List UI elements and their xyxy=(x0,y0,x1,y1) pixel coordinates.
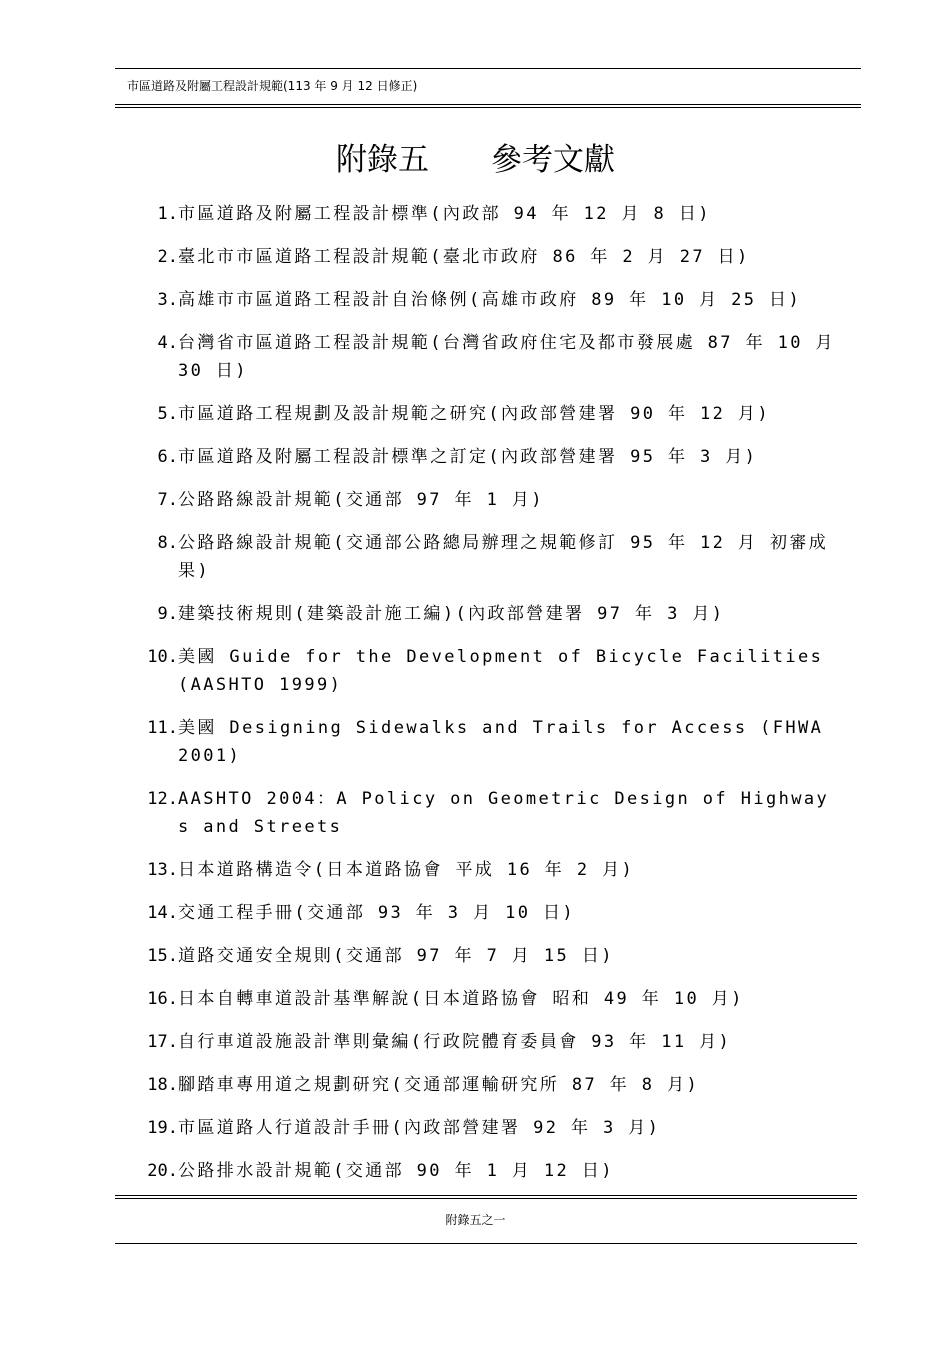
reference-text: 日本道路構造令(日本道路協會 平成 16 年 2 月) xyxy=(178,860,635,880)
reference-number: 9. xyxy=(157,604,178,624)
reference-text: 腳踏車專用道之規劃研究(交通部運輸研究所 87 年 8 月) xyxy=(178,1075,700,1095)
reference-item xyxy=(140,1114,840,1142)
reference-number: 1. xyxy=(157,204,178,224)
reference-item xyxy=(140,1157,840,1185)
reference-text: 市區道路人行道設計手冊(內政部營建署 92 年 3 月) xyxy=(178,1118,661,1138)
reference-item xyxy=(140,1028,840,1056)
reference-number: 2. xyxy=(157,247,178,267)
page-number-label: 附錄五之一 xyxy=(445,1213,506,1227)
reference-number: 12. xyxy=(147,789,178,809)
reference-text: 日本自轉車道設計基準解說(日本道路協會 昭和 49 年 10 月) xyxy=(178,989,744,1009)
reference-item xyxy=(140,856,840,884)
reference-text: 公路路線設計規範(交通部 97 年 1 月) xyxy=(178,490,544,510)
reference-number: 10. xyxy=(147,647,178,667)
reference-text: 美國 Guide for the Development of Bicycle Facilities(AASHTO 1999) xyxy=(178,647,824,695)
reference-number: 17. xyxy=(147,1032,178,1052)
reference-number: 4. xyxy=(157,333,178,353)
reference-item xyxy=(140,329,840,385)
reference-item xyxy=(140,286,840,314)
reference-text: 公路路線設計規範(交通部公路總局辦理之規範修訂 95 年 12 月 初審成果) xyxy=(178,533,829,581)
reference-item xyxy=(140,200,840,228)
reference-number: 6. xyxy=(157,447,178,467)
reference-text: 美國 Designing Sidewalks and Trails for Access (FHWA 2001) xyxy=(178,718,824,766)
reference-text: 高雄市市區道路工程設計自治條例(高雄市政府 89 年 10 月 25 日) xyxy=(178,290,802,310)
reference-number: 19. xyxy=(147,1118,178,1138)
footer-rule xyxy=(115,1243,857,1244)
reference-item xyxy=(140,643,840,699)
running-header: 市區道路及附屬工程設計規範(113 年 9 月 12 日修正) xyxy=(127,79,418,93)
reference-text: 市區道路及附屬工程設計標準(內政部 94 年 12 月 8 日) xyxy=(178,204,711,224)
reference-number: 3. xyxy=(157,290,178,310)
reference-number: 14. xyxy=(147,903,178,923)
footer-double-rule xyxy=(115,1195,857,1199)
reference-number: 16. xyxy=(147,989,178,1009)
reference-number: 18. xyxy=(147,1075,178,1095)
reference-item xyxy=(140,486,840,514)
reference-number: 20. xyxy=(147,1161,178,1181)
reference-text: 自行車道設施設計準則彙編(行政院體育委員會 93 年 11 月) xyxy=(178,1032,732,1052)
reference-item xyxy=(140,443,840,471)
reference-item xyxy=(140,985,840,1013)
header-double-rule xyxy=(115,104,861,108)
reference-item xyxy=(140,942,840,970)
reference-item xyxy=(140,1071,840,1099)
reference-item xyxy=(140,899,840,927)
reference-text: 建築技術規則(建築設計施工編)(內政部營建署 97 年 3 月) xyxy=(178,604,725,624)
reference-list xyxy=(140,200,840,1200)
reference-number: 5. xyxy=(157,404,178,424)
reference-text: 市區道路及附屬工程設計標準之訂定(內政部營建署 95 年 3 月) xyxy=(178,447,758,467)
reference-text: 臺北市市區道路工程設計規範(臺北市政府 86 年 2 月 27 日) xyxy=(178,247,750,267)
header-rule xyxy=(115,68,861,69)
reference-item xyxy=(140,400,840,428)
reference-item xyxy=(140,714,840,770)
reference-number: 13. xyxy=(147,860,178,880)
reference-text: 市區道路工程規劃及設計規範之研究(內政部營建署 90 年 12 月) xyxy=(178,404,770,424)
reference-number: 15. xyxy=(147,946,178,966)
reference-item xyxy=(140,529,840,585)
reference-number: 8. xyxy=(157,533,178,553)
reference-text: 台灣省市區道路工程設計規範(台灣省政府住宅及都市發展處 87 年 10 月 30 日) xyxy=(178,333,835,381)
reference-text: 交通工程手冊(交通部 93 年 3 月 10 日) xyxy=(178,903,576,923)
reference-item xyxy=(140,785,840,841)
reference-number: 11. xyxy=(147,718,178,738)
reference-text: 道路交通安全規則(交通部 97 年 7 月 15 日) xyxy=(178,946,614,966)
reference-text: AASHTO 2004：A Policy on Geometric Design of Highways and Streets xyxy=(178,789,830,837)
reference-text: 公路排水設計規範(交通部 90 年 1 月 12 日) xyxy=(178,1161,614,1181)
page-title: 附錄五 參考文獻 xyxy=(336,142,615,178)
reference-number: 7. xyxy=(157,490,178,510)
reference-item xyxy=(140,600,840,628)
reference-item xyxy=(140,243,840,271)
